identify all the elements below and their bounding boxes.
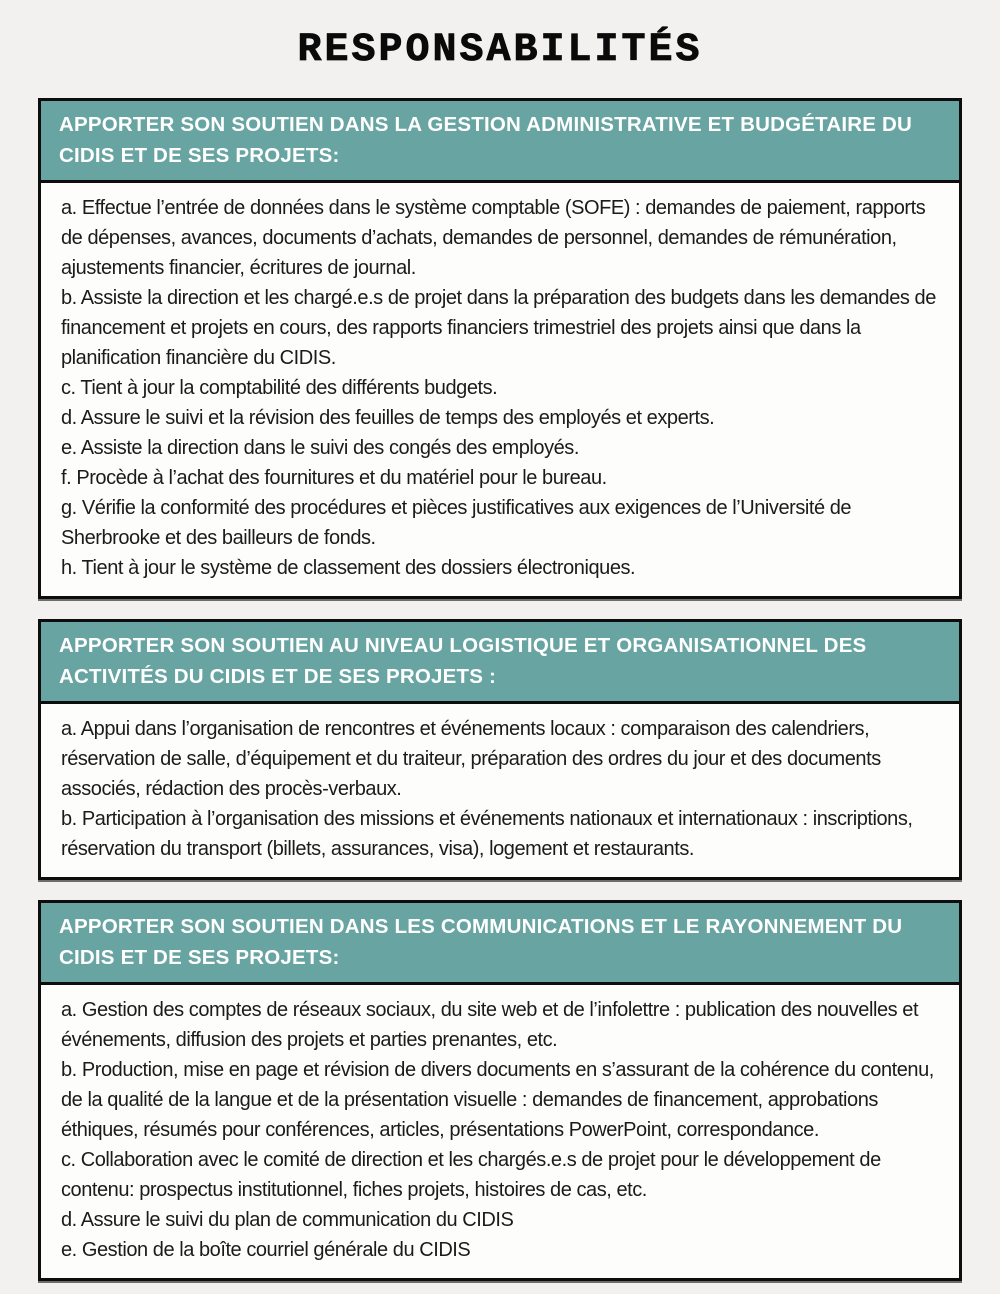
list-item: b. Participation à l’organisation des missions et événements nationaux et internationaux : inscriptions, réservation du transport (billets, assurances, visa), logement et restaurants. (61, 808, 913, 860)
section-communications-rayonnement (38, 900, 962, 1281)
section-body (41, 985, 959, 1278)
list-item: e. Assiste la direction dans le suivi des congés des employés. (61, 437, 579, 459)
section-logistique-organisationnel (38, 619, 962, 880)
page-title: RESPONSABILITÉS (297, 28, 703, 73)
section-gestion-administrative (38, 98, 962, 599)
list-item: c. Tient à jour la comptabilité des différents budgets. (61, 377, 498, 399)
list-item: f. Procède à l’achat des fournitures et du matériel pour le bureau. (61, 467, 607, 489)
section-header: APPORTER SON SOUTIEN DANS LES COMMUNICATIONS ET LE RAYONNEMENT DU CIDIS ET DE SES PROJETS: (41, 903, 959, 985)
list-item: a. Appui dans l’organisation de rencontres et événements locaux : comparaison des calendriers, réservation de salle, d’équipement et du traiteur, préparation des ordres du jour et des documents associés, rédaction des procès-verbaux. (61, 718, 881, 800)
list-item: a. Effectue l’entrée de données dans le système comptable (SOFE) : demandes de paiement, rapports de dépenses, avances, documents d’achats, demandes de personnel, demandes de rémunération, ajustements financier, écritures de journal. (61, 197, 926, 279)
section-header: APPORTER SON SOUTIEN DANS LA GESTION ADMINISTRATIVE ET BUDGÉTAIRE DU CIDIS ET DE SES PROJETS: (41, 101, 959, 183)
section-body (41, 704, 959, 877)
section-body (41, 183, 959, 596)
list-item: a. Gestion des comptes de réseaux sociaux, du site web et de l’infolettre : publication des nouvelles et événements, diffusion des projets et parties prenantes, etc. (61, 999, 919, 1051)
section-header: APPORTER SON SOUTIEN AU NIVEAU LOGISTIQUE ET ORGANISATIONNEL DES ACTIVITÉS DU CIDIS ET DE SES PROJETS : (41, 622, 959, 704)
list-item: b. Assiste la direction et les chargé.e.s de projet dans la préparation des budgets dans les demandes de financement et projets en cours, des rapports financiers trimestriel des projets ainsi que dans la planification financière du CIDIS. (61, 287, 936, 369)
list-item: g. Vérifie la conformité des procédures et pièces justificatives aux exigences de l’Université de Sherbrooke et des bailleurs de fonds. (61, 497, 852, 549)
list-item: e. Gestion de la boîte courriel générale du CIDIS (61, 1239, 471, 1261)
list-item: h. Tient à jour le système de classement des dossiers électroniques. (61, 557, 636, 579)
list-item: d. Assure le suivi et la révision des feuilles de temps des employés et experts. (61, 407, 715, 429)
list-item: d. Assure le suivi du plan de communication du CIDIS (61, 1209, 514, 1231)
list-item: c. Collaboration avec le comité de direction et les chargés.e.s de projet pour le développement de contenu: prospectus institutionnel, fiches projets, histoires de cas, etc. (61, 1149, 881, 1201)
list-item: b. Production, mise en page et révision de divers documents en s’assurant de la cohérence du contenu, de la qualité de la langue et de la présentation visuelle : demandes de financement, approbations éthiques, résumés pour conférences, articles, présentations PowerPoint, correspondance. (61, 1059, 934, 1141)
